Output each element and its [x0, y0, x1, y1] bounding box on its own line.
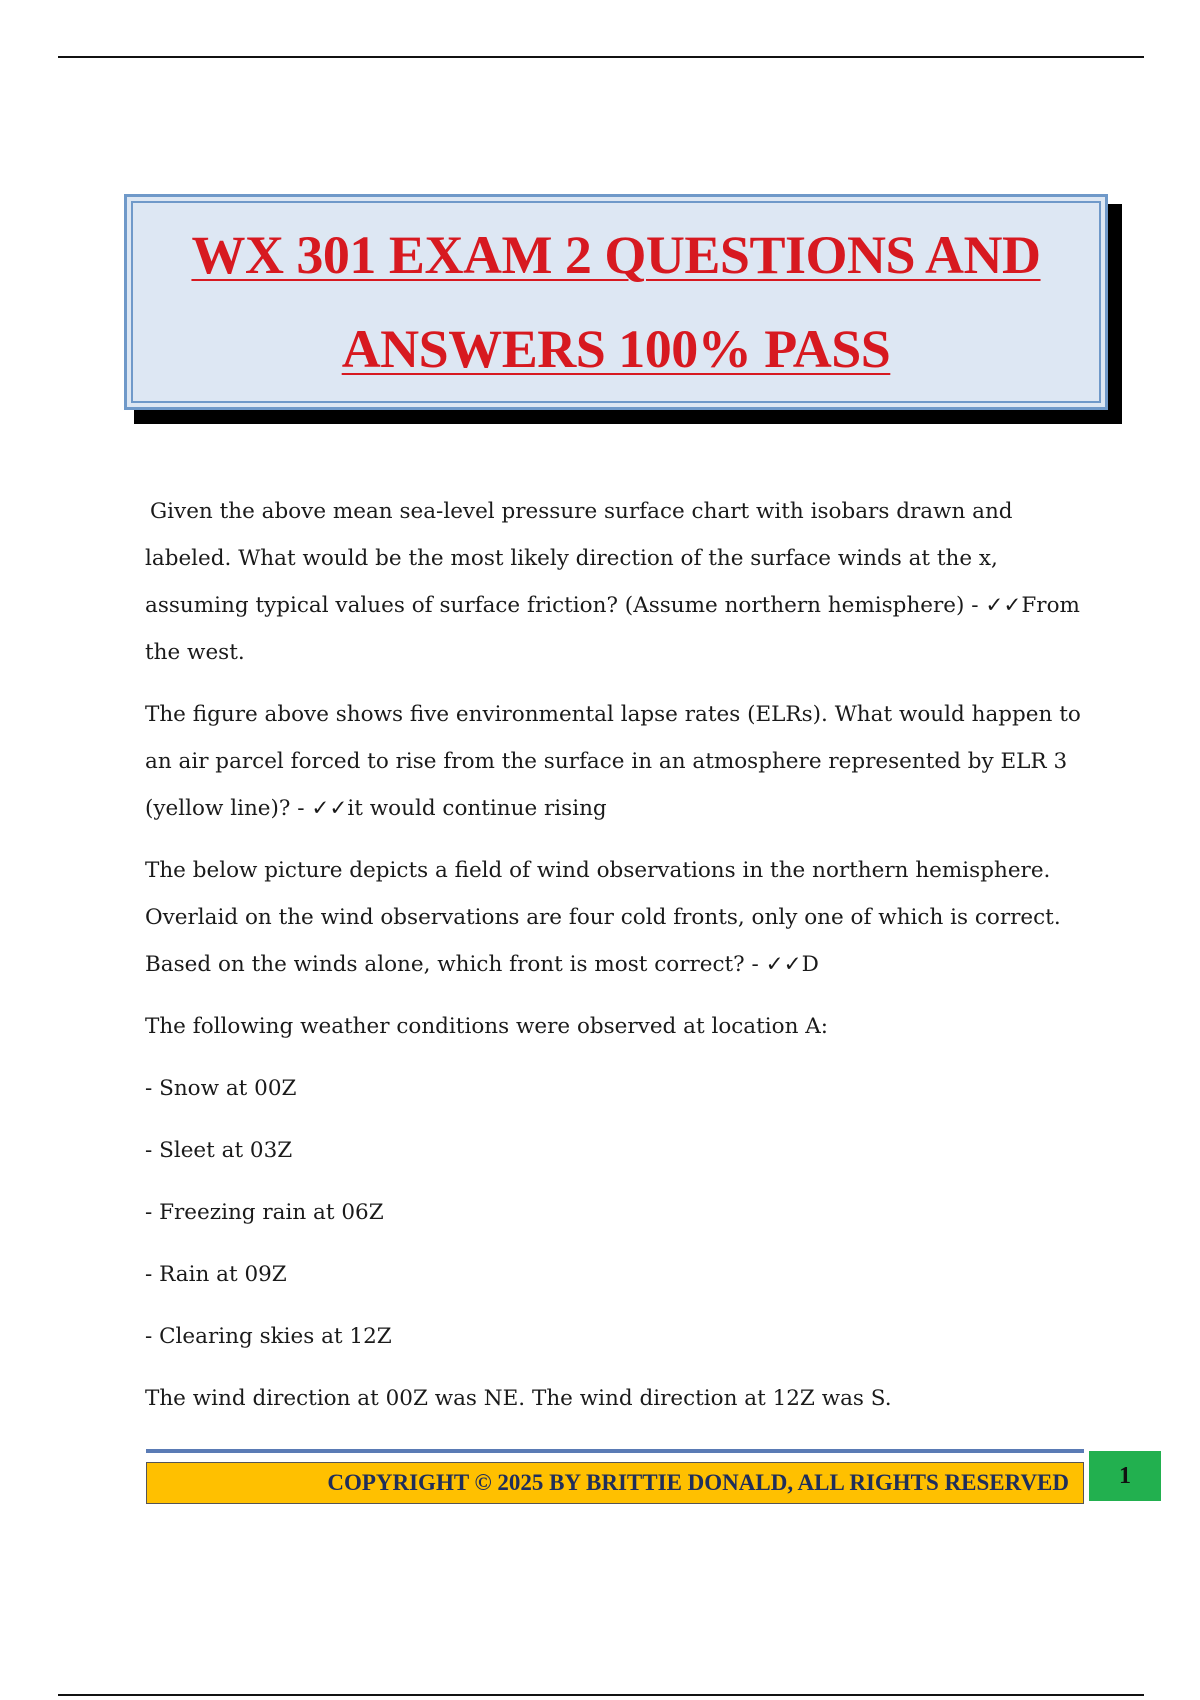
list-item: - Rain at 09Z — [145, 1262, 287, 1287]
question-3 — [145, 847, 1095, 988]
question-2-answer: it would continue rising — [347, 796, 607, 821]
copyright-text: COPYRIGHT © 2025 BY BRITTIE DONALD, ALL RIGHTS RESERVED — [327, 1470, 1069, 1495]
question-1 — [145, 488, 1095, 676]
question-1-answer: From the west. — [145, 593, 1080, 665]
question-4-intro: The following weather conditions were observed at location A: — [145, 1014, 829, 1039]
document-body — [145, 488, 1095, 1437]
title-line-2: ANSWERS 100% PASS — [341, 319, 891, 379]
checkmark-icon: ✓✓ — [985, 593, 1022, 618]
checkmark-icon: ✓✓ — [765, 952, 802, 977]
page-number: 1 — [1089, 1451, 1161, 1501]
bottom-rule — [58, 1694, 1144, 1696]
checkmark-icon: ✓✓ — [311, 796, 348, 821]
question-3-text: The below picture depicts a field of wind observations in the northern hemisphere. Overlaid on the wind observations are four cold fronts, only one of which is correct. Based on the winds alone, which front is most correct? - — [145, 858, 1061, 977]
list-item: - Sleet at 03Z — [145, 1138, 293, 1163]
title-box-inner — [131, 201, 1101, 403]
footer-bar — [146, 1449, 1084, 1504]
copyright-banner — [146, 1462, 1084, 1504]
question-2-text: The figure above shows five environmental lapse rates (ELRs). What would happen to an air parcel forced to rise from the surface in an atmosphere represented by ELR 3 (yellow line)? - — [145, 702, 1081, 821]
list-item: - Freezing rain at 06Z — [145, 1200, 384, 1225]
question-2 — [145, 691, 1095, 832]
question-1-text: Given the above mean sea-level pressure surface chart with isobars drawn and labeled. What would be the most likely direction of the surface winds at the x, assuming typical values of surface friction? (Assume northern hemisphere) - — [145, 499, 1013, 618]
list-item: - Snow at 00Z — [145, 1076, 297, 1101]
question-3-answer: D — [801, 952, 819, 977]
title-line-1: WX 301 EXAM 2 QUESTIONS AND — [191, 225, 1041, 285]
question-4-wind: The wind direction at 00Z was NE. The wind direction at 12Z was S. — [145, 1386, 892, 1411]
footer-divider — [146, 1449, 1084, 1453]
list-item: - Clearing skies at 12Z — [145, 1324, 392, 1349]
title-box — [124, 194, 1108, 410]
top-rule — [58, 56, 1144, 58]
